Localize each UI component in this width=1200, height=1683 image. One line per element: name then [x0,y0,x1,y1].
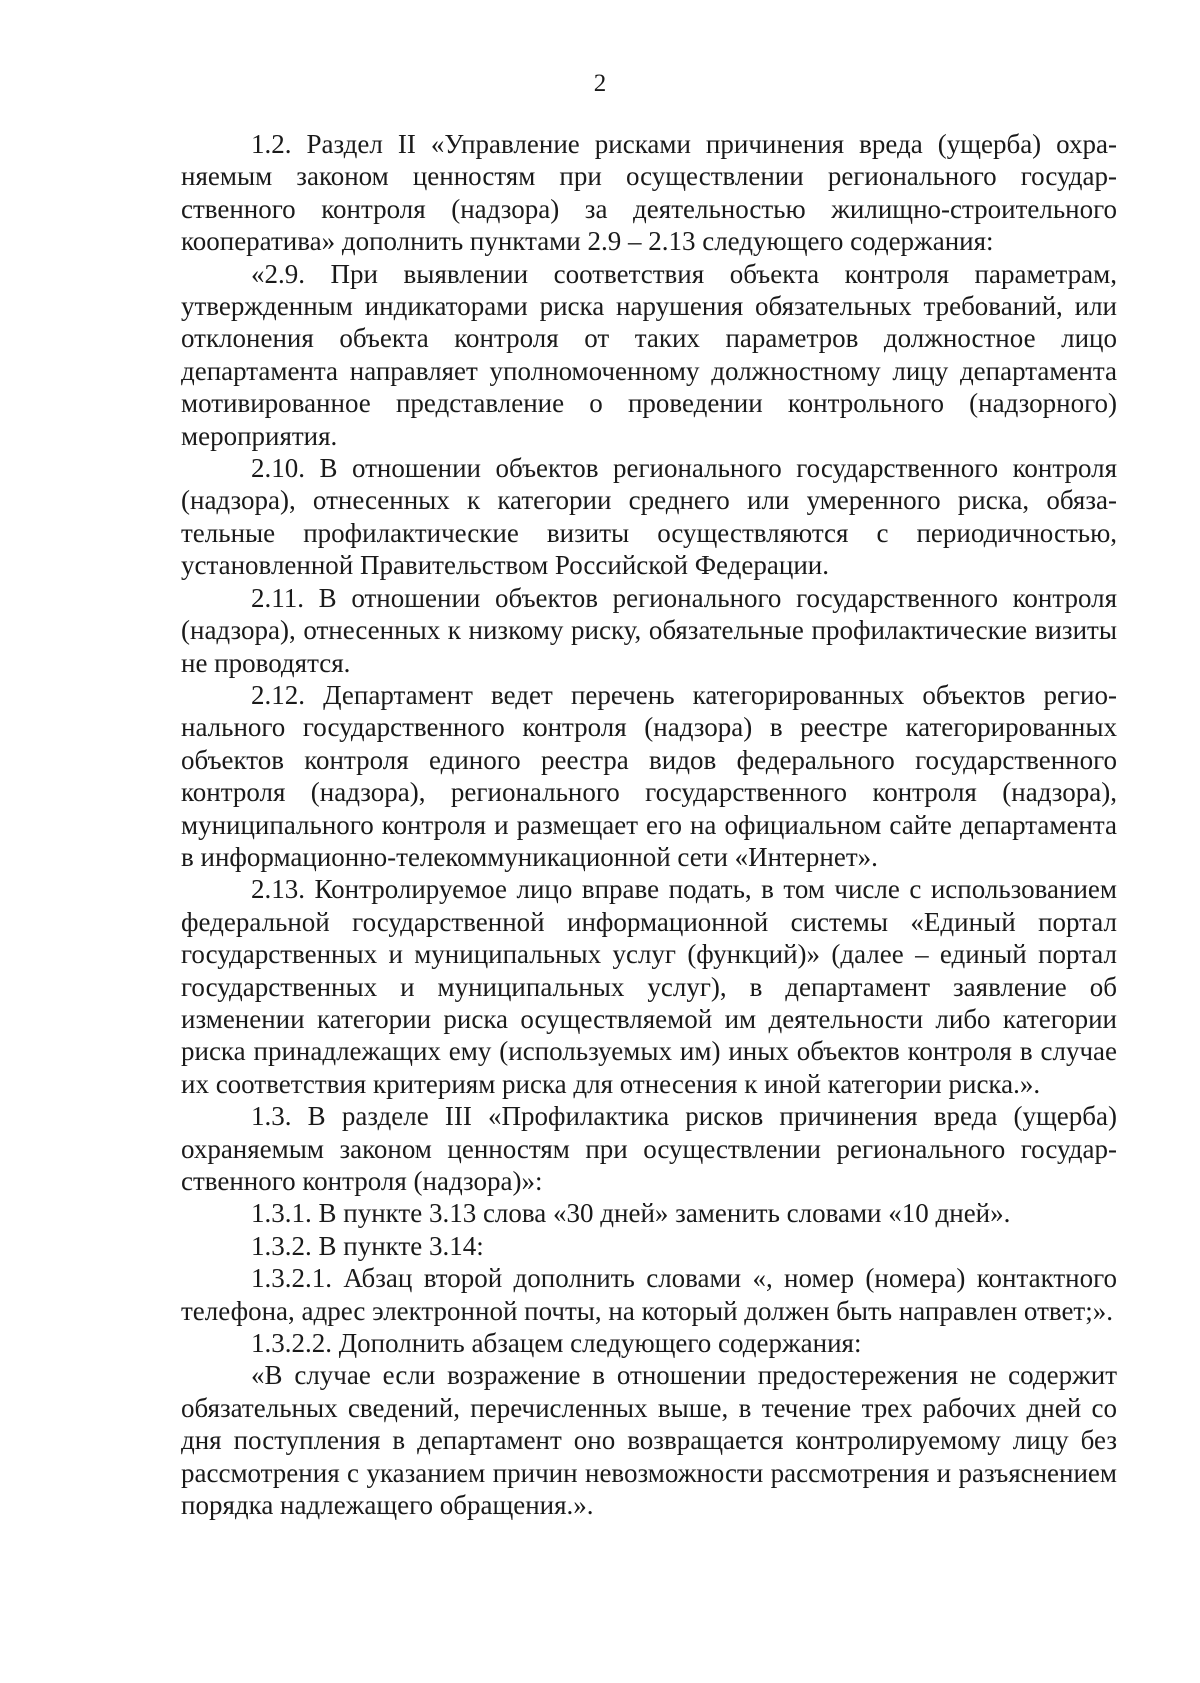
paragraph-quote: «В случае если возражение в отношении предостережения не содержит обязательных сведений, перечисленных выше, в течение трех рабочих дней со дня поступления в департамент оно возвращается контролируемому лицу без рассмотрения с указанием причин невозможности рассмотрения и разъяснением порядка надлежащего обращения.». [181,1360,1117,1521]
page-number: 2 [593,70,607,97]
paragraph-1-3-2-1: 1.3.2.1. Абзац второй дополнить словами «, номер (номера) контактного телефона, адрес электронной почты, на который должен быть направлен ответ;». [181,1263,1117,1326]
paragraph-1-2: 1.2. Раздел II «Управление рисками причинения вреда (ущерба) охраняемым законом ценностям при осуществлении регионального государственного контроля (надзора) за деятельностью жилищно-строительного кооператива» дополнить пунктами 2.9 – 2.13 следующего содержания: [181,129,1117,257]
paragraph-2-12: 2.12. Департамент ведет перечень категорированных объектов регионального государственного контроля (надзора) в реестре категорированных объектов контроля единого реестра видов федерального государственного контроля (надзора), регионального государственного контроля (надзора), муниципального контроля и размещает его на официальном сайте департамента в информационно-телекоммуникационной сети «Интернет». [181,679,1117,872]
paragraph-2-9: «2.9. При выявлении соответствия объекта контроля параметрам, утвержденным индикаторами риска нарушения обязательных требований, или отклонения объекта контроля от таких параметров должностное лицо департамента направляет уполномоченному должностному лицу департамента мотивированное представление о проведении контрольного (надзорного) мероприятия. [181,258,1117,451]
paragraph-1-3-2-2: 1.3.2.2. Дополнить абзацем следующего содержания: [251,1328,862,1359]
paragraph-2-11: 2.11. В отношении объектов регионального государственного контроля (надзора), отнесенных к низкому риску, обязательные профилактические визиты не проводятся. [181,582,1117,678]
paragraph-1-3-1: 1.3.1. В пункте 3.13 слова «30 дней» заменить словами «10 дней». [251,1198,1011,1229]
paragraph-1-3: 1.3. В разделе III «Профилактика рисков причинения вреда (ущерба) охраняемым законом ценностям при осуществлении регионального государственного контроля (надзора)»: [181,1101,1117,1196]
paragraph-2-13: 2.13. Контролируемое лицо вправе подать, в том числе с использованием федеральной государственной информационной системы «Единый портал государственных и муниципальных услуг (функций)» (далее – единый портал государственных и муниципальных услуг), в департамент заявление об изменении категории риска осуществляемой им деятельности либо категории риска принадлежащих ему (используемых им) иных объектов контроля в случае их соответствия критериям риска для отнесения к иной категории риска.». [181,874,1117,1099]
paragraph-1-3-2: 1.3.2. В пункте 3.14: [251,1230,484,1261]
document-body [181,128,1117,1521]
paragraph-2-10: 2.10. В отношении объектов регионального государственного контроля (надзора), отнесенных к категории среднего или умеренного риска, обязательные профилактические визиты осуществляются с периодичностью, установленной Правительством Российской Федерации. [181,453,1117,581]
